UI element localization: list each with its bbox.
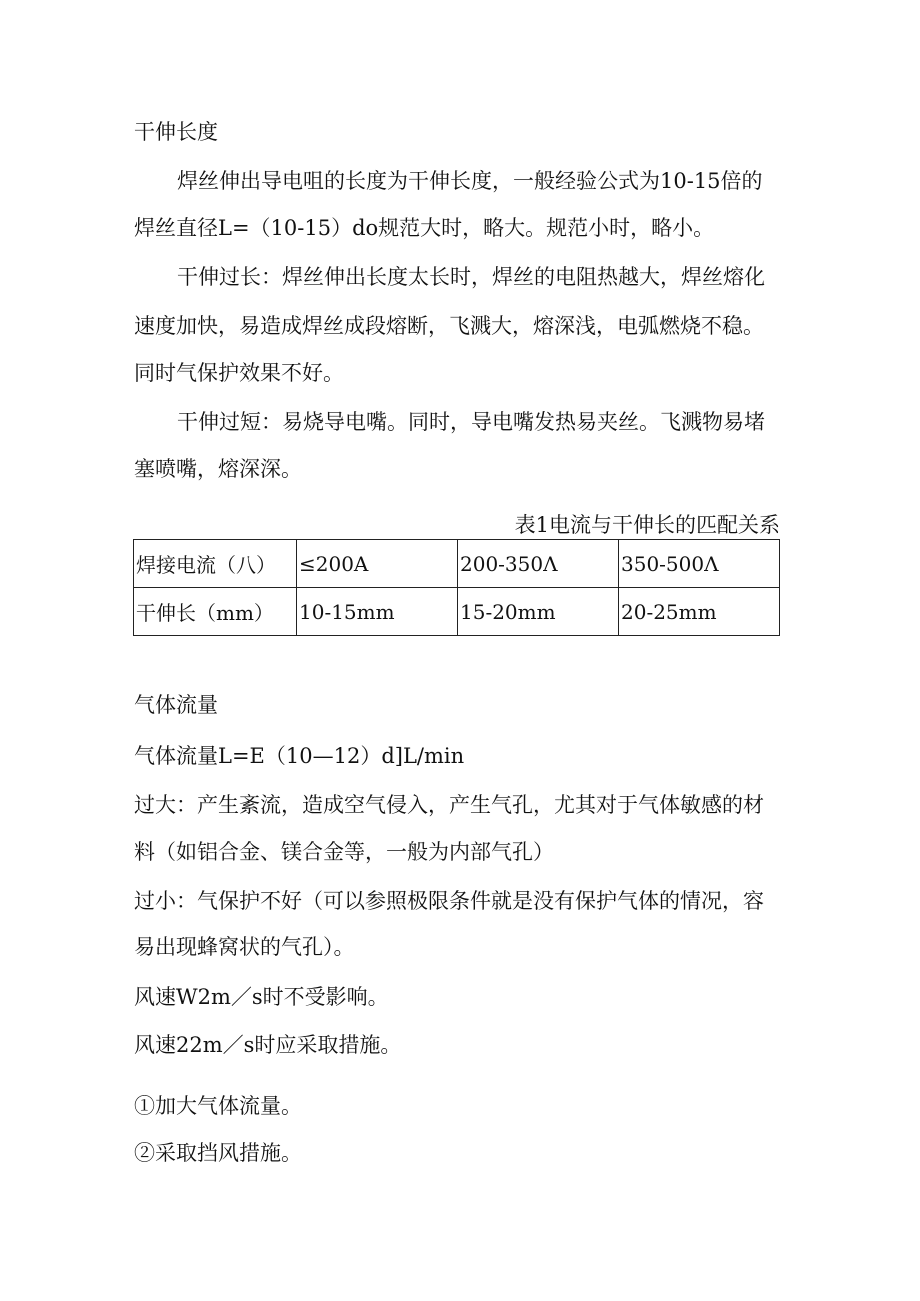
paragraph-definition-line: 焊丝直径L=（10-15）do规范大时，略大。规范小时，略小。 — [134, 216, 715, 240]
table-cell: 10-15mm — [297, 588, 458, 636]
section-title-gas-flow: 气体流量 — [134, 693, 218, 717]
table-cell: 350-500Λ — [619, 540, 780, 588]
measure-item: ②采取挡风措施。 — [134, 1141, 302, 1165]
paragraph-too-small-line: 过小：气保护不好（可以参照极限条件就是没有保护气体的情况，容 — [134, 889, 764, 913]
table-row — [134, 588, 780, 636]
table-row — [134, 540, 780, 588]
table-cell: ≤200A — [297, 540, 458, 588]
table-cell: 干伸长（mm） — [134, 588, 297, 636]
paragraph-too-short-line: 塞喷嘴，熔深深。 — [134, 457, 302, 481]
table-cell: 15-20mm — [458, 588, 619, 636]
paragraph-too-large-line: 料（如铝合金、镁合金等，一般为内部气孔） — [134, 840, 554, 864]
paragraph-too-large-line: 过大：产生紊流，造成空气侵入，产生气孔，尤其对于气体敏感的材 — [134, 793, 764, 817]
section-title-dry-extension: 干伸长度 — [134, 120, 218, 144]
table-cell: 200-350Λ — [458, 540, 619, 588]
paragraph-too-long-line: 干伸过长：焊丝伸出长度太长时，焊丝的电阻热越大，焊丝熔化 — [177, 265, 765, 289]
table-cell: 焊接电流（八） — [134, 540, 297, 588]
table-caption: 表1电流与干伸长的匹配关系 — [514, 513, 780, 537]
formula-line: 气体流量L=E（10—12）d]L/min — [134, 744, 465, 768]
paragraph-too-long-line: 同时气保护效果不好。 — [134, 361, 344, 385]
paragraph-too-short-line: 干伸过短：易烧导电嘴。同时，导电嘴发热易夹丝。飞溅物易堵 — [177, 410, 765, 434]
measure-item: ①加大气体流量。 — [134, 1094, 302, 1118]
paragraph-too-small-line: 易出现蜂窝状的气孔）。 — [134, 935, 355, 959]
paragraph-too-long-line: 速度加快，易造成焊丝成段熔断，飞溅大，熔深浅，电弧燃烧不稳。 — [134, 314, 764, 338]
wind-speed-line: 风速22m／s时应采取措施。 — [134, 1033, 402, 1057]
paragraph-definition-line: 焊丝伸出导电咀的长度为干伸长度，一般经验公式为10-15倍的 — [177, 169, 763, 193]
wind-speed-line: 风速W2m／s时不受影响。 — [134, 985, 389, 1009]
current-extension-table — [133, 539, 780, 636]
table-cell: 20-25mm — [619, 588, 780, 636]
